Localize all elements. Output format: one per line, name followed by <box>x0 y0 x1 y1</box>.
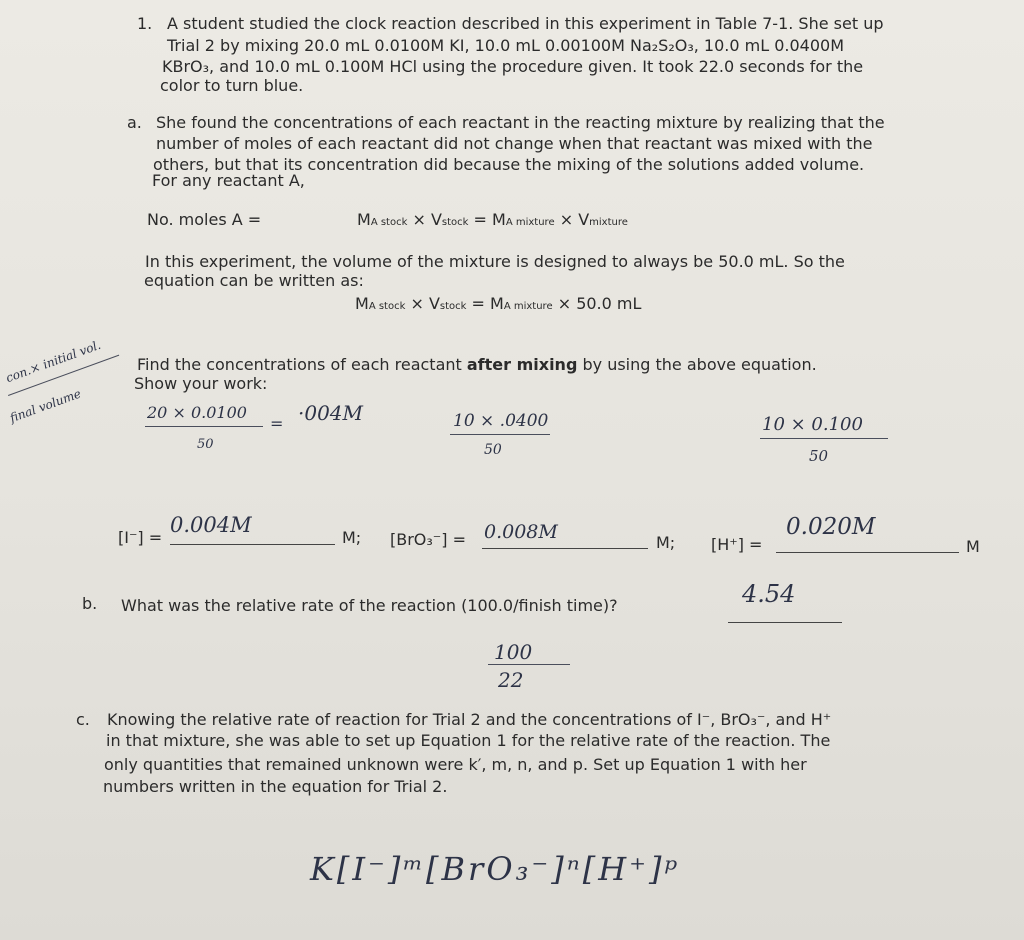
intro-line-4: color to turn blue. <box>160 76 304 95</box>
margin-note-formula: con.× initial vol. <box>4 337 103 386</box>
part-c-label: c. <box>76 710 90 729</box>
hydrogen-label: [H⁺] = <box>711 535 763 554</box>
question-number: 1. <box>137 14 153 33</box>
rate-work-numerator: 100 <box>494 640 533 664</box>
work-ki-equals: = <box>270 414 284 433</box>
work-kbro3-denominator: 50 <box>484 442 502 458</box>
part-a-line-2: number of moles of each reactant did not change when that reactant was mixed with the <box>156 134 873 153</box>
part-b-question: What was the relative rate of the reaction (100.0/finish time)? <box>121 596 618 615</box>
work-ki-fraction-bar <box>145 426 263 427</box>
iodide-label: [I⁻] = <box>118 528 163 547</box>
work-hcl-numerator: 10 × 0.100 <box>762 414 863 435</box>
margin-note-denominator: final volume <box>8 386 83 426</box>
work-kbro3-numerator: 10 × .0400 <box>453 411 549 431</box>
intro-line-1: A student studied the clock reaction described in this experiment in Table 7-1. She set up <box>167 14 884 33</box>
find-instruction: Find the concentrations of each reactant after mixing by using the above equation. <box>137 355 817 374</box>
part-c-line-4: numbers written in the equation for Trial 2. <box>103 777 448 796</box>
hydrogen-unit: M <box>966 537 980 556</box>
rate-law-handwritten: K[I⁻]ᵐ[BrO₃⁻]ⁿ[H⁺]ᵖ <box>310 850 681 888</box>
part-c-line-3: only quantities that remained unknown were k′, m, n, and p. Set up Equation 1 with her <box>104 755 807 774</box>
part-c-line-2: in that mixture, she was able to set up Equation 1 for the relative rate of the reaction. The <box>106 731 831 750</box>
intro-line-2: Trial 2 by mixing 20.0 mL 0.0100M KI, 10.0 mL 0.00100M Na₂S₂O₃, 10.0 mL 0.0400M <box>167 36 845 55</box>
work-hcl-denominator: 50 <box>809 447 829 465</box>
rate-work-fraction-bar <box>488 664 570 665</box>
rate-work-denominator: 22 <box>498 668 524 692</box>
dilution-equation-2: MA stock × Vstock = MA mixture × 50.0 mL <box>355 294 642 313</box>
part-a-line-1: She found the concentrations of each reactant in the reacting mixture by realizing that the <box>156 113 885 132</box>
work-ki-result: ·004M <box>298 401 364 425</box>
show-work-label: Show your work: <box>134 374 268 393</box>
hydrogen-answer-blank[interactable] <box>776 514 959 553</box>
iodide-unit: M; <box>342 528 362 547</box>
intro-line-3: KBrO₃, and 10.0 mL 0.100M HCl using the procedure given. It took 22.0 seconds for the <box>162 57 864 76</box>
part-c-line-1: Knowing the relative rate of reaction for Trial 2 and the concentrations of I⁻, BrO₃⁻, and H⁺ <box>107 710 832 729</box>
rate-answer: 4.54 <box>742 580 796 608</box>
bromate-label: [BrO₃⁻] = <box>390 530 466 549</box>
work-ki-numerator: 20 × 0.0100 <box>147 403 247 422</box>
dilution-equation-1: MA stock × Vstock = MA mixture × Vmixture <box>357 210 628 229</box>
volume-note-line-2: equation can be written as: <box>144 271 364 290</box>
moles-label: No. moles A = <box>147 210 262 229</box>
volume-note-line-1: In this experiment, the volume of the mixture is designed to always be 50.0 mL. So the <box>145 252 845 271</box>
bromate-answer: 0.008M <box>484 521 558 543</box>
hydrogen-answer: 0.020M <box>786 514 876 540</box>
part-a-line-3: others, but that its concentration did because the mixing of the solutions added volume. <box>153 155 865 174</box>
work-hcl-fraction-bar <box>760 438 888 439</box>
rate-answer-blank[interactable] <box>728 580 842 623</box>
part-a-label: a. <box>127 113 142 132</box>
part-b-label: b. <box>82 594 98 613</box>
work-kbro3-fraction-bar <box>450 434 550 435</box>
part-a-line-4: For any reactant A, <box>152 171 305 190</box>
work-ki-denominator: 50 <box>197 437 214 452</box>
bromate-answer-blank[interactable] <box>482 523 648 549</box>
iodide-answer-blank[interactable] <box>170 513 335 545</box>
iodide-answer: 0.004M <box>170 513 252 537</box>
bromate-unit: M; <box>656 533 676 552</box>
